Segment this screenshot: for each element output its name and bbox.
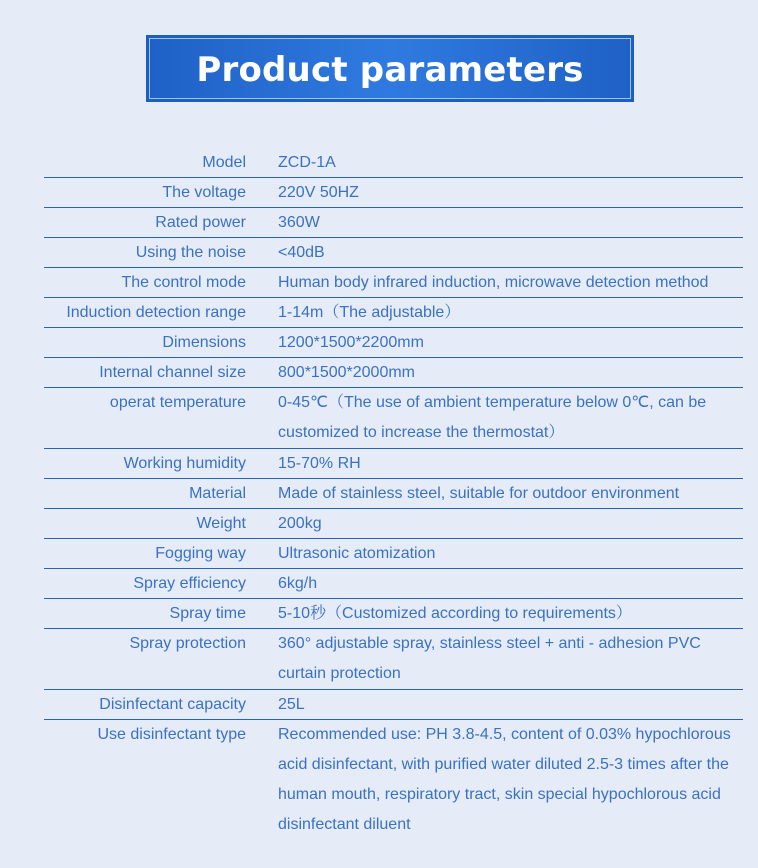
param-row-disinfectant-type (44, 720, 743, 840)
param-label: Fogging way (155, 545, 246, 562)
param-row-spray-time (44, 599, 743, 629)
param-row-humidity (44, 449, 743, 479)
param-label: Weight (196, 515, 246, 532)
param-label: Spray protection (129, 635, 246, 652)
title-banner (146, 35, 634, 102)
param-label: Rated power (155, 214, 246, 231)
title-banner-inner (149, 38, 631, 99)
param-row-disinfectant-capacity (44, 690, 743, 720)
param-label: operat temperature (109, 394, 246, 411)
param-label: Working humidity (123, 455, 246, 472)
param-value: 15-70% RH (278, 455, 361, 472)
param-row-channel-size (44, 358, 743, 388)
param-value: 6kg/h (278, 575, 318, 592)
param-row-spray-protection (44, 629, 743, 690)
param-value: 800*1500*2000mm (278, 364, 415, 381)
param-value: 5-10秒（Customized according to requirements） (278, 605, 632, 622)
param-value: Ultrasonic atomization (278, 545, 436, 562)
param-row-dimensions (44, 328, 743, 358)
param-label: The voltage (162, 184, 246, 201)
param-row-spray-efficiency (44, 569, 743, 599)
param-label: Material (189, 485, 246, 502)
page-title: Product parameters (196, 49, 584, 90)
param-label: Internal channel size (99, 364, 246, 381)
param-value: 200kg (278, 515, 322, 532)
parameters-table (44, 148, 743, 840)
param-row-noise (44, 238, 743, 268)
param-row-rated-power (44, 208, 743, 238)
param-row-model (44, 148, 743, 178)
param-value: Human body infrared induction, microwave detection method (278, 274, 709, 291)
param-value: ZCD-1A (278, 154, 336, 171)
param-row-weight (44, 509, 743, 539)
param-label: Disinfectant capacity (99, 696, 246, 713)
param-value: <40dB (278, 244, 325, 261)
param-row-fogging-way (44, 539, 743, 569)
param-value: 360W (278, 214, 320, 231)
param-value: 1-14m（The adjustable） (278, 304, 461, 321)
param-label: Use disinfectant type (97, 726, 246, 743)
param-row-control-mode (44, 268, 743, 298)
param-label: Induction detection range (66, 304, 246, 321)
param-value: 0-45℃（The use of ambient temperature below 0℃, can be customized to increase the thermostat） (278, 394, 707, 441)
param-label: Using the noise (135, 244, 246, 261)
param-row-detection-range (44, 298, 743, 328)
param-value: 220V 50HZ (278, 184, 359, 201)
param-label: Spray efficiency (133, 575, 246, 592)
param-value: 1200*1500*2200mm (278, 334, 424, 351)
param-value: Made of stainless steel, suitable for outdoor environment (278, 485, 680, 502)
param-label: Dimensions (162, 334, 246, 351)
param-label: The control mode (121, 274, 246, 291)
param-value: 25L (278, 696, 305, 713)
param-value: Recommended use: PH 3.8-4.5, content of 0.03% hypochlorous acid disinfectant, with purified water diluted 2.5-3 times after the human mouth, respiratory tract, skin special hypochlorous acid disinfectant diluent (278, 726, 731, 833)
param-row-voltage (44, 178, 743, 208)
param-label: Model (202, 154, 246, 171)
param-row-material (44, 479, 743, 509)
param-row-temperature (44, 388, 743, 449)
param-label: Spray time (169, 605, 246, 622)
param-value: 360° adjustable spray, stainless steel + anti - adhesion PVC curtain protection (278, 635, 701, 682)
